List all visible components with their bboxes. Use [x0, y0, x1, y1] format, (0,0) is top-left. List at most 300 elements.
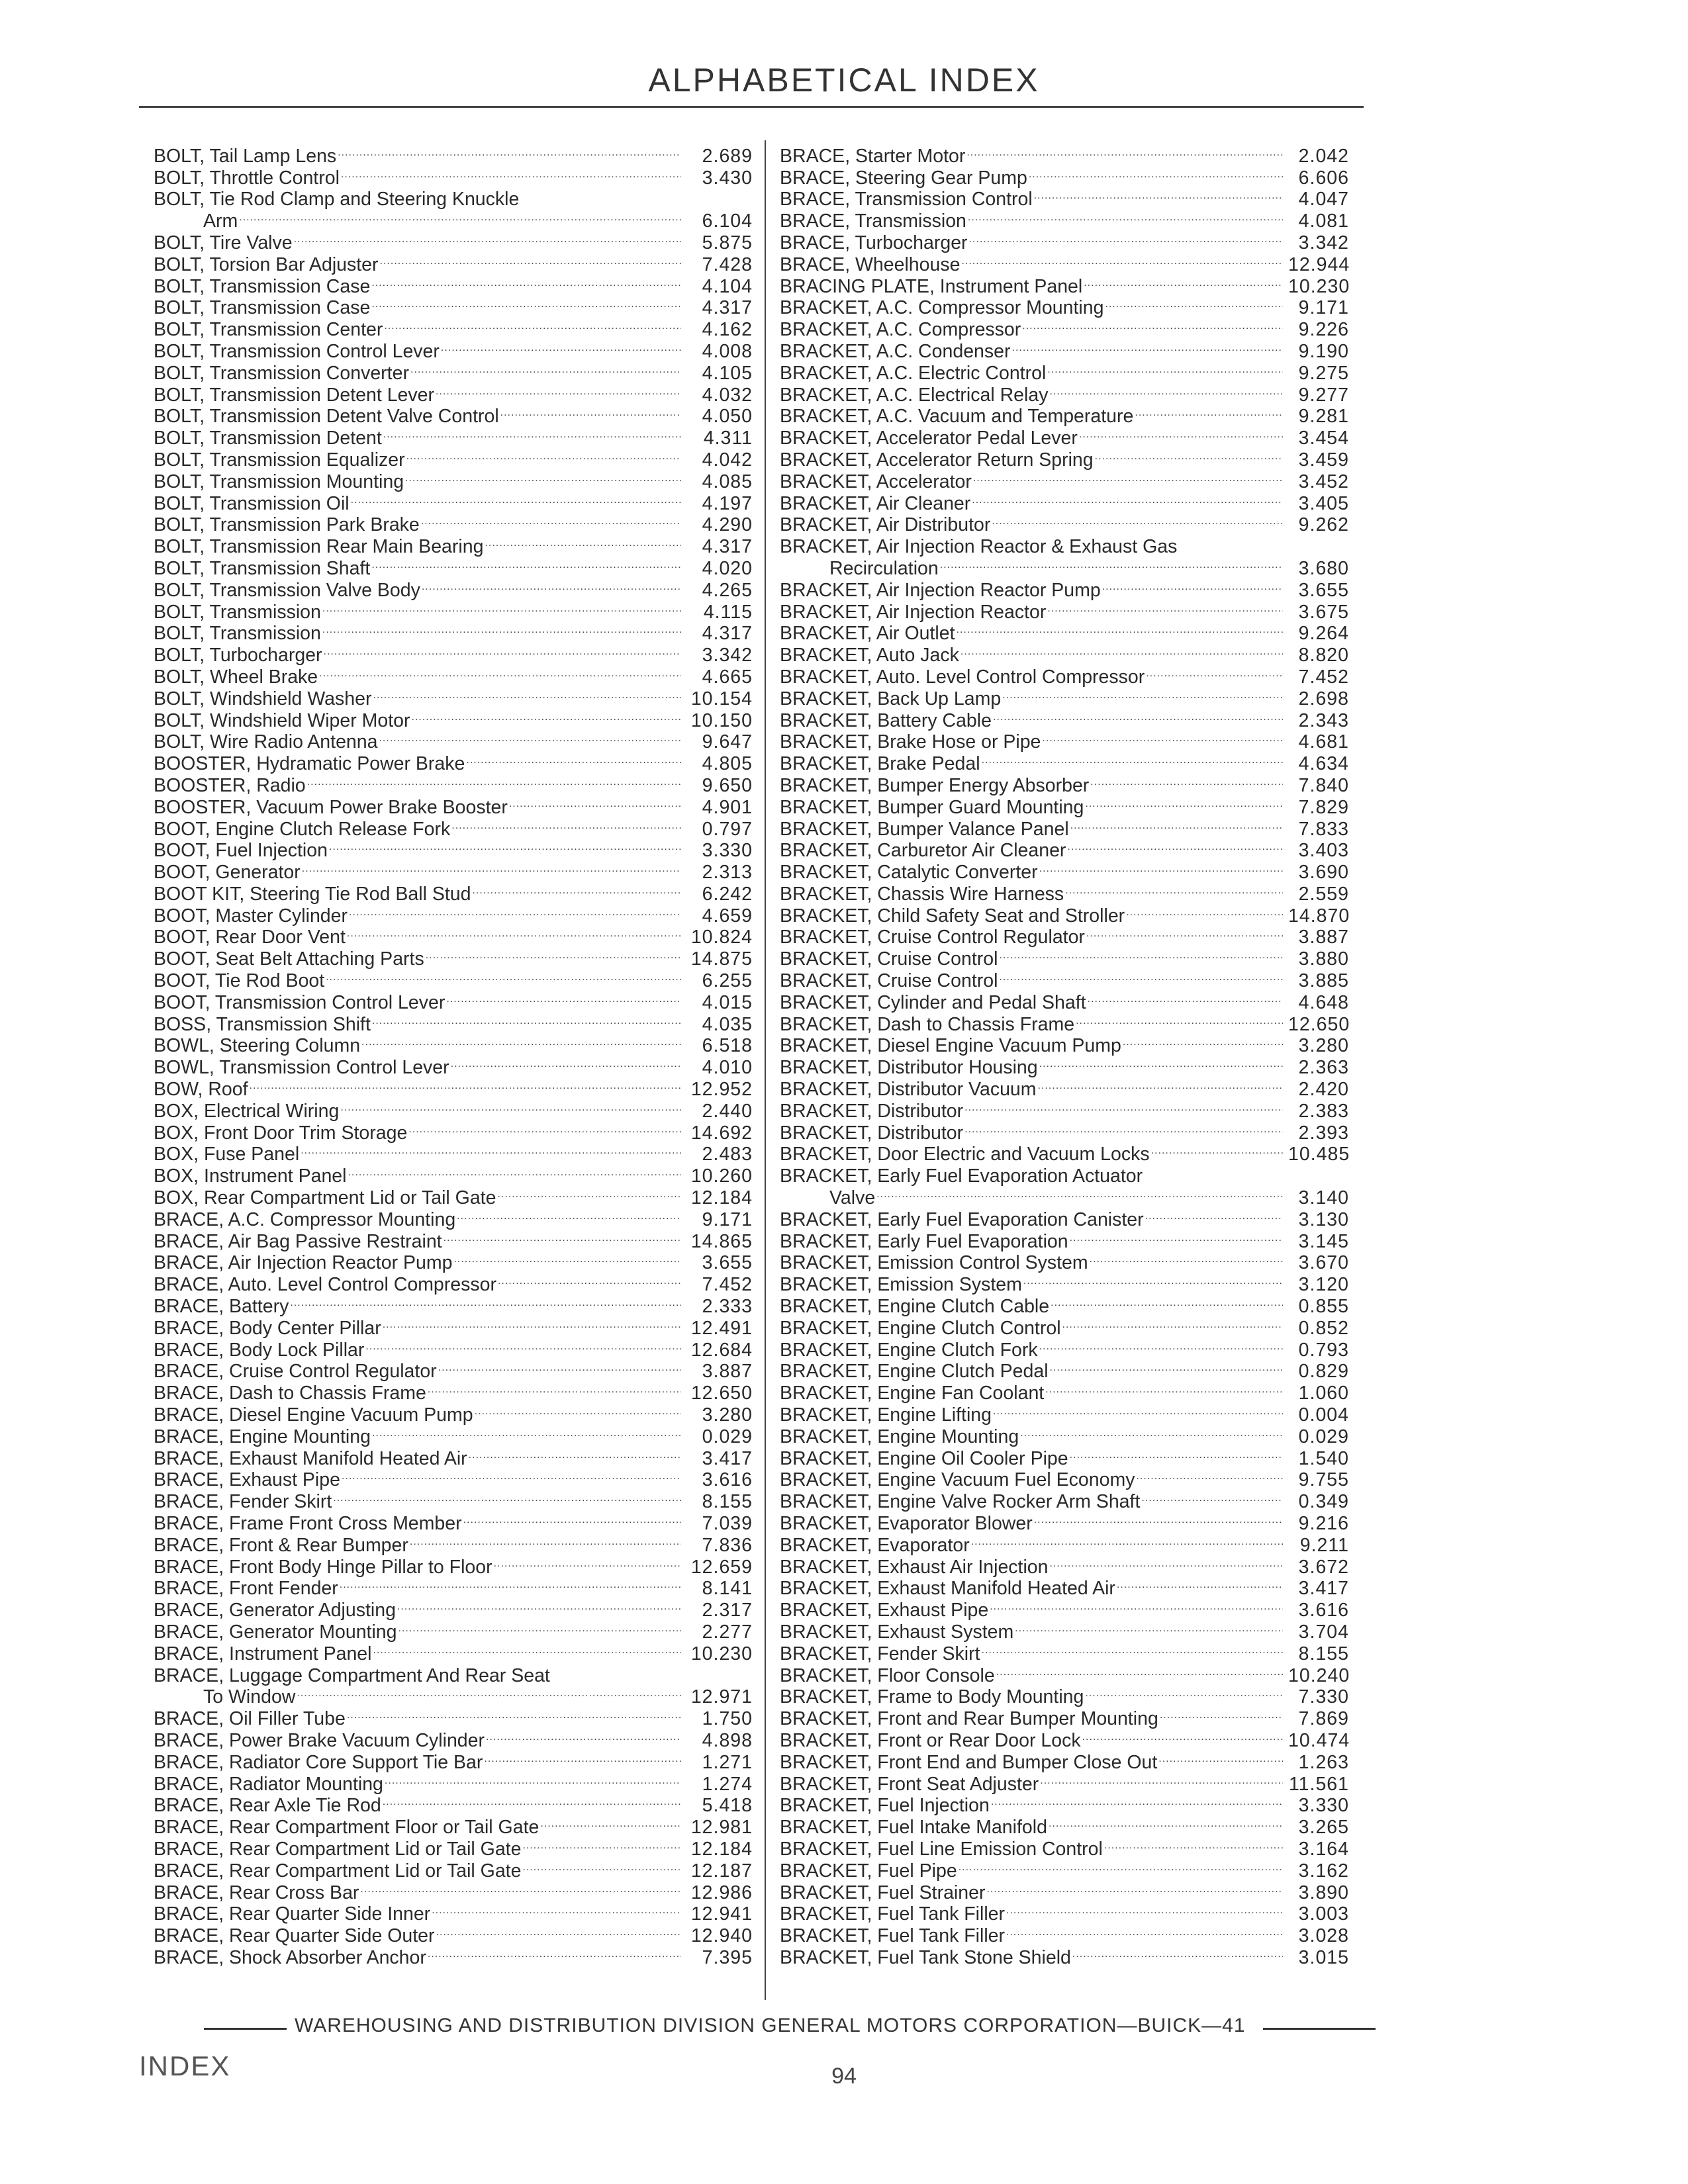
dot-leader: [1049, 1811, 1283, 1833]
index-entry-text: BRACKET, Engine Valve Rocker Arm Shaft: [780, 1491, 1141, 1513]
index-entry-text: BRACKET, Exhaust Manifold Heated Air: [780, 1578, 1115, 1600]
index-entry-text: BRACE, Fender Skirt: [154, 1491, 332, 1513]
index-entry-page: 14.870: [1288, 905, 1350, 927]
dot-leader: [324, 639, 681, 661]
index-entry-text: BOLT, Transmission Mounting: [154, 471, 404, 492]
index-entry-text: BRACKET, Exhaust Air Injection: [780, 1556, 1049, 1578]
dot-leader: [1088, 987, 1283, 1009]
index-entry-page: 12.684: [690, 1339, 753, 1361]
index-entry-page: 7.330: [1298, 1686, 1349, 1708]
index-entry-text: BOOSTER, Radio: [154, 774, 306, 796]
index-entry-page: 2.363: [1298, 1057, 1349, 1079]
index-entry-text: BRACKET, Emission Control System: [780, 1252, 1088, 1274]
dot-leader: [405, 466, 681, 488]
index-entry-text: BOLT, Transmission Detent: [154, 428, 382, 449]
dot-leader: [1145, 1204, 1283, 1226]
dot-leader: [250, 1073, 681, 1095]
dot-leader: [1136, 1465, 1283, 1486]
index-entry-text: BRACKET, Air Injection Reactor & Exhaust Gas: [780, 536, 1178, 558]
dot-leader: [371, 553, 681, 574]
dot-leader: [1062, 1312, 1283, 1334]
dot-leader: [436, 379, 681, 401]
index-entry-text: BRACKET, Engine Clutch Fork: [780, 1339, 1038, 1361]
index-entry-page: 3.690: [1298, 862, 1349, 884]
index-entry-text: BRACKET, Engine Clutch Control: [780, 1317, 1061, 1339]
index-entry-text: BOOSTER, Vacuum Power Brake Booster: [154, 796, 508, 818]
index-entry-page: 12.981: [690, 1817, 753, 1839]
dot-leader: [1051, 1291, 1283, 1312]
footer-section-label: INDEX: [139, 2050, 231, 2081]
index-entry-page: 3.430: [702, 167, 753, 189]
dot-leader: [412, 705, 681, 727]
index-entry-text: BRACE, Air Bag Passive Restraint: [154, 1230, 442, 1252]
index-entry-page: 14.875: [690, 948, 753, 970]
dot-leader: [996, 1660, 1283, 1682]
index-entry-page: 12.491: [690, 1317, 753, 1339]
dot-leader: [463, 1508, 681, 1529]
index-entry-text: BRACE, Rear Compartment Lid or Tail Gate: [154, 1838, 522, 1860]
dot-leader: [520, 184, 681, 206]
index-entry-page: 6.518: [702, 1035, 753, 1057]
index-entry-page: 6.242: [702, 883, 753, 905]
index-entry-page: 4.020: [702, 557, 753, 579]
index-entry-text: BRACKET, Early Fuel Evaporation Canister: [780, 1208, 1144, 1230]
index-entry-page: 3.616: [702, 1469, 753, 1491]
dot-leader: [973, 466, 1283, 488]
dot-leader: [964, 1095, 1283, 1117]
dot-leader: [1085, 1682, 1283, 1704]
index-entry-page: 10.154: [690, 688, 753, 709]
index-entry-page: 8.141: [702, 1578, 753, 1600]
index-entry-text: BRACKET, Frame to Body Mounting: [780, 1686, 1084, 1708]
index-entry-text: BOX, Front Door Trim Storage: [154, 1122, 408, 1144]
index-entry-page: 4.035: [702, 1013, 753, 1035]
dot-leader: [1067, 835, 1283, 857]
dot-leader: [982, 1638, 1283, 1660]
index-entry-page: 1.060: [1298, 1383, 1349, 1404]
index-entry-text: BRACKET, Cylinder and Pedal Shaft: [780, 991, 1086, 1013]
index-entry-text: BRACKET, Distributor Housing: [780, 1057, 1038, 1079]
index-entry-page: 7.869: [1298, 1708, 1349, 1730]
index-entry-text: BRACKET, Accelerator Return Spring: [780, 449, 1094, 471]
index-entry-text: BRACE, Auto. Level Control Compressor: [154, 1274, 496, 1296]
index-entry-page: 9.216: [1298, 1513, 1349, 1534]
index-entry-text: BRACE, Rear Compartment Lid or Tail Gate: [154, 1860, 522, 1882]
index-entry-text: BRACE, Power Brake Vacuum Cylinder: [154, 1729, 485, 1751]
index-entry-page: 3.140: [1298, 1187, 1349, 1209]
dot-leader: [971, 1529, 1283, 1551]
index-entry-text: BRACKET, Brake Pedal: [780, 753, 980, 775]
index-entry-page: 2.042: [1298, 145, 1349, 167]
index-entry-text: BRACKET, Exhaust System: [780, 1621, 1014, 1643]
index-entry-text: BRACE, Diesel Engine Vacuum Pump: [154, 1404, 473, 1426]
dot-leader: [340, 1573, 681, 1595]
index-entry-text: BRACKET, Cruise Control: [780, 948, 998, 970]
index-entry-page: 2.393: [1298, 1122, 1349, 1144]
index-entry-page: 7.840: [1298, 774, 1349, 796]
index-entry-page: 4.805: [702, 753, 753, 775]
index-entry-text: BRACKET, Chassis Wire Harness: [780, 883, 1064, 905]
index-entry-text: BOLT, Wheel Brake: [154, 666, 318, 688]
index-entry: [154, 227, 753, 253]
index-entry-page: 2.383: [1298, 1100, 1349, 1122]
dot-leader: [1038, 1073, 1283, 1095]
dot-leader: [372, 1421, 681, 1443]
index-entry-page: 3.417: [702, 1447, 753, 1469]
index-entry-text: BOLT, Transmission Converter: [154, 362, 409, 384]
index-entry-page: 10.240: [1288, 1664, 1350, 1686]
index-entry-text: BRACING PLATE, Instrument Panel: [780, 275, 1083, 297]
index-entry-page: 0.829: [1298, 1361, 1349, 1383]
dot-leader: [993, 1399, 1283, 1421]
dot-leader: [497, 1182, 681, 1204]
dot-leader: [406, 444, 681, 466]
dot-leader: [347, 922, 681, 944]
index-entry-text: BRACKET, Engine Vacuum Fuel Economy: [780, 1469, 1135, 1491]
index-entry-page: 4.115: [703, 601, 753, 623]
index-entry-text: BRACKET, Catalytic Converter: [780, 862, 1038, 884]
index-entry-text: BOOT, Transmission Control Lever: [154, 991, 445, 1013]
dot-leader: [1065, 878, 1283, 900]
index-entry-text: BRACKET, Auto Jack: [780, 645, 959, 666]
index-entry-page: 3.164: [1298, 1838, 1349, 1860]
index-entry-page: 9.171: [702, 1208, 753, 1230]
dot-leader: [360, 1877, 681, 1899]
index-entry-text: BRACE, Frame Front Cross Member: [154, 1513, 462, 1534]
index-entry-text: BRACKET, A.C. Electric Control: [780, 362, 1047, 384]
index-entry-page: 2.343: [1298, 709, 1349, 731]
index-entry-page: 4.047: [1298, 189, 1349, 210]
index-entry-text: BOLT, Tie Rod Clamp and Steering Knuckle: [154, 189, 520, 210]
index-entry-page: 3.265: [1298, 1817, 1349, 1839]
index-entry-text: BRACE, Starter Motor: [780, 145, 966, 167]
dot-leader: [365, 1334, 681, 1356]
dot-leader: [239, 205, 681, 227]
index-entry-text: BRACKET, Carburetor Air Cleaner: [780, 840, 1066, 862]
dot-leader: [986, 1877, 1283, 1899]
index-entry-page: 3.028: [1298, 1925, 1349, 1947]
index-entry-page: 3.887: [702, 1361, 753, 1383]
dot-leader: [498, 1269, 681, 1291]
dot-leader: [1050, 1551, 1283, 1573]
index-entry-text: BOWL, Transmission Control Lever: [154, 1057, 449, 1079]
index-entry-page: 10.150: [690, 709, 753, 731]
index-entry-text: BRACKET, Cruise Control: [780, 970, 998, 992]
index-entry-text: BRACKET, Diesel Engine Vacuum Pump: [780, 1035, 1121, 1057]
index-entry-page: 9.190: [1298, 340, 1349, 362]
index-entry-text: BRACKET, Distributor: [780, 1122, 964, 1144]
dot-leader: [1047, 357, 1283, 379]
index-entry-text: To Window: [203, 1686, 296, 1708]
column-divider: [765, 140, 766, 2000]
index-entry-page: 2.277: [702, 1621, 753, 1643]
index-entry-text: BOWL, Steering Column: [154, 1035, 361, 1057]
index-entry-page: 2.559: [1298, 883, 1349, 905]
index-entry-text: BRACKET, Fuel Line Emission Control: [780, 1838, 1103, 1860]
index-entry-text: BRACKET, Air Outlet: [780, 623, 955, 645]
index-entry-page: 2.440: [702, 1100, 753, 1122]
index-entry-text: BRACKET, A.C. Compressor Mounting: [780, 297, 1104, 319]
index-entry-page: 9.264: [1298, 623, 1349, 645]
dot-leader: [961, 639, 1283, 661]
index-entry-text: BRACKET, Dash to Chassis Frame: [780, 1013, 1075, 1035]
dot-leader: [322, 618, 681, 640]
dot-leader: [385, 1768, 681, 1790]
index-entry-page: 2.698: [1298, 688, 1349, 709]
index-entry-text: BRACE, Generator Mounting: [154, 1621, 397, 1643]
index-entry-page: 10.474: [1288, 1729, 1350, 1751]
index-entry-page: 9.647: [702, 731, 753, 753]
dot-leader: [438, 1356, 681, 1378]
dot-leader: [1126, 900, 1283, 922]
index-entry-page: 9.277: [1298, 384, 1349, 406]
index-entry-text: BOOT, Fuel Injection: [154, 840, 328, 862]
page-title: ALPHABETICAL INDEX: [648, 62, 1040, 99]
index-entry-page: 3.885: [1298, 970, 1349, 992]
index-entry-text: BOLT, Tire Valve: [154, 232, 293, 253]
index-entry-page: 3.015: [1298, 1946, 1349, 1968]
index-entry-page: 1.271: [702, 1751, 753, 1773]
dot-leader: [1070, 813, 1283, 835]
dot-leader: [522, 1855, 681, 1877]
dot-leader: [436, 1920, 682, 1942]
index-entry-text: BRACKET, A.C. Condenser: [780, 340, 1011, 362]
index-entry-text: BOLT, Windshield Wiper Motor: [154, 709, 410, 731]
index-entry-text: BOOT, Rear Door Vent: [154, 927, 346, 948]
index-entry-text: BRACKET, Cruise Control Regulator: [780, 927, 1085, 948]
index-entry-page: 2.483: [702, 1144, 753, 1165]
index-entry-page: 2.420: [1298, 1079, 1349, 1101]
index-entry-text: BRACKET, Auto. Level Control Compressor: [780, 666, 1145, 688]
index-entry-text: BRACKET, Fuel Pipe: [780, 1860, 957, 1882]
index-entry-text: BRACKET, Battery Cable: [780, 709, 992, 731]
index-entry-text: BRACE, Rear Axle Tie Rod: [154, 1795, 381, 1817]
dot-leader: [1158, 1747, 1283, 1768]
index-entry-text: BRACKET, Bumper Guard Mounting: [780, 796, 1084, 818]
dot-leader: [466, 748, 681, 770]
dot-leader: [876, 1182, 1283, 1204]
dot-leader: [410, 357, 681, 379]
index-entry-page: 10.485: [1288, 1144, 1350, 1165]
dot-leader: [297, 1682, 681, 1704]
index-entry-text: BRACE, Air Injection Reactor Pump: [154, 1252, 453, 1274]
dot-leader: [451, 813, 681, 835]
dot-leader: [1117, 1573, 1283, 1595]
index-entry-page: 8.155: [702, 1491, 753, 1513]
index-entry-page: 0.793: [1298, 1339, 1349, 1361]
index-entry-page: 2.689: [702, 145, 753, 167]
index-entry-page: 5.418: [702, 1795, 753, 1817]
index-entry-page: 3.330: [702, 840, 753, 862]
index-entry-page: 4.648: [1298, 991, 1349, 1013]
index-entry-text: BRACKET, Engine Oil Cooler Pipe: [780, 1447, 1068, 1469]
index-entry-page: 4.104: [702, 275, 753, 297]
dot-leader: [1105, 293, 1283, 314]
index-entry-page: 3.003: [1298, 1903, 1349, 1925]
dot-leader: [383, 1790, 681, 1812]
index-column-left: [154, 140, 753, 1968]
index-entry-text: BRACKET, Exhaust Pipe: [780, 1600, 989, 1621]
index-entry-text: BRACE, Oil Filler Tube: [154, 1708, 346, 1730]
index-entry-text: BRACE, Rear Quarter Side Inner: [154, 1903, 431, 1925]
title-rule: [139, 106, 1364, 108]
dot-leader: [1072, 1942, 1283, 1964]
dot-leader: [1104, 1833, 1283, 1855]
index-entry-page: 7.452: [1298, 666, 1349, 688]
index-entry-text: BRACKET, Accelerator Pedal Lever: [780, 428, 1078, 449]
index-entry-page: 4.317: [702, 297, 753, 319]
index-entry-page: 0.004: [1298, 1404, 1349, 1426]
index-entry-text: BRACE, Front Fender: [154, 1578, 338, 1600]
index-entry: [780, 140, 1349, 167]
index-entry-text: BOOT, Generator: [154, 862, 301, 884]
index-entry-page: 9.262: [1298, 514, 1349, 536]
index-entry-text: BOLT, Transmission Park Brake: [154, 514, 420, 536]
dot-leader: [397, 1594, 681, 1616]
dot-leader: [1022, 314, 1283, 336]
index-entry-page: 3.880: [1298, 948, 1349, 970]
dot-leader: [379, 727, 681, 749]
dot-leader: [453, 1248, 681, 1269]
index-entry-text: BRACE, Wheelhouse: [780, 253, 961, 275]
dot-leader: [371, 271, 681, 293]
index-entry-page: 12.184: [690, 1187, 753, 1209]
index-entry-page: 3.417: [1298, 1578, 1349, 1600]
index-entry-page: 4.317: [702, 623, 753, 645]
dot-leader: [1070, 1443, 1283, 1465]
index-entry-page: 0.029: [702, 1426, 753, 1447]
dot-leader: [968, 205, 1283, 227]
dot-leader: [333, 1486, 681, 1508]
index-entry: [154, 140, 753, 167]
index-entry-text: BOOT, Master Cylinder: [154, 905, 348, 927]
index-entry-page: 4.081: [1298, 210, 1349, 232]
index-entry-text: Recirculation: [829, 557, 939, 579]
index-entry-text: BOW, Roof: [154, 1079, 248, 1101]
dot-leader: [1047, 596, 1283, 618]
index-entry-text: Arm: [203, 210, 238, 232]
index-entry-page: 7.829: [1298, 796, 1349, 818]
index-entry-text: BRACKET, Fuel Strainer: [780, 1882, 986, 1903]
index-entry-text: BOX, Instrument Panel: [154, 1165, 347, 1187]
index-entry-page: 12.940: [690, 1925, 753, 1947]
index-entry-text: BRACKET, Early Fuel Evaporation: [780, 1230, 1068, 1252]
dot-leader: [349, 900, 681, 922]
dot-leader: [1029, 162, 1283, 184]
dot-leader: [1160, 1703, 1283, 1725]
dot-leader: [451, 1052, 681, 1073]
index-entry-text: BRACKET, Floor Console: [780, 1664, 995, 1686]
index-entry-text: BRACKET, Fuel Injection: [780, 1795, 990, 1817]
index-entry-text: BOLT, Transmission Rear Main Bearing: [154, 536, 484, 558]
index-entry-page: 3.459: [1298, 449, 1349, 471]
dot-leader: [410, 1529, 681, 1551]
index-entry-text: BOSS, Transmission Shift: [154, 1013, 371, 1035]
index-entry-text: BOLT, Windshield Washer: [154, 688, 372, 709]
index-entry-page: 0.855: [1298, 1296, 1349, 1318]
index-entry-text: BOX, Fuse Panel: [154, 1144, 300, 1165]
index-entry-text: BOOSTER, Hydramatic Power Brake: [154, 753, 465, 775]
index-entry-page: 14.865: [690, 1230, 753, 1252]
dot-leader: [1144, 1160, 1283, 1182]
dot-leader: [1095, 444, 1283, 466]
dot-leader: [990, 1594, 1283, 1616]
dot-leader: [964, 1117, 1283, 1139]
index-entry-page: 4.015: [702, 991, 753, 1013]
dot-leader: [484, 1747, 681, 1768]
index-entry-page: 8.820: [1298, 645, 1349, 666]
dot-leader: [1151, 1139, 1283, 1161]
dot-leader: [991, 1790, 1283, 1812]
index-entry-page: 0.852: [1298, 1317, 1349, 1339]
dot-leader: [432, 1899, 681, 1921]
index-entry-text: BRACE, Engine Mounting: [154, 1426, 371, 1447]
dot-leader: [384, 314, 681, 336]
index-entry-page: 8.155: [1298, 1643, 1349, 1664]
index-entry-text: BRACE, Front Body Hinge Pillar to Floor: [154, 1556, 492, 1578]
index-entry-text: BOLT, Transmission Case: [154, 297, 371, 319]
dot-leader: [961, 249, 1283, 271]
index-entry-text: BRACE, Exhaust Pipe: [154, 1469, 340, 1491]
index-entry-page: 3.145: [1298, 1230, 1349, 1252]
dot-leader: [301, 1139, 681, 1161]
index-entry-page: 6.104: [702, 210, 753, 232]
index-entry-text: BOLT, Transmission Valve Body: [154, 579, 420, 601]
dot-leader: [982, 748, 1283, 770]
index-entry-page: 12.187: [690, 1860, 753, 1882]
index-entry-text: BRACE, Body Lock Pillar: [154, 1339, 365, 1361]
index-entry-text: BRACKET, Distributor: [780, 1100, 964, 1122]
dot-leader: [969, 227, 1283, 249]
dot-leader: [494, 1551, 681, 1573]
index-entry-page: 7.428: [702, 253, 753, 275]
index-entry-page: 4.085: [702, 471, 753, 492]
dot-leader: [999, 965, 1283, 987]
index-entry-page: 1.263: [1298, 1751, 1349, 1773]
dot-leader: [373, 683, 681, 705]
footer-rule-right: [1263, 2028, 1376, 2030]
index-entry-page: 7.836: [702, 1534, 753, 1556]
index-entry-text: BRACE, Exhaust Manifold Heated Air: [154, 1447, 467, 1469]
index-entry-text: BOOT, Seat Belt Attaching Parts: [154, 948, 424, 970]
dot-leader: [422, 574, 681, 596]
dot-leader: [373, 1638, 681, 1660]
index-entry-text: BOLT, Transmission Case: [154, 275, 371, 297]
index-entry-text: BRACKET, Fuel Intake Manifold: [780, 1817, 1047, 1839]
index-entry-text: BRACE, Rear Quarter Side Outer: [154, 1925, 435, 1947]
index-entry-page: 3.680: [1298, 557, 1349, 579]
footer-publisher: WAREHOUSING AND DISTRIBUTION DIVISION GENERAL MOTORS CORPORATION—BUICK—41: [295, 2015, 1246, 2036]
index-entry-text: BOLT, Torsion Bar Adjuster: [154, 253, 379, 275]
index-entry-page: 3.672: [1298, 1556, 1349, 1578]
index-entry-page: 3.130: [1298, 1208, 1349, 1230]
dot-leader: [1085, 792, 1283, 813]
index-entry-page: 5.875: [702, 232, 753, 253]
index-entry-page: 14.692: [690, 1122, 753, 1144]
index-entry-text: BOLT, Throttle Control: [154, 167, 340, 189]
index-entry-page: 0.349: [1298, 1491, 1349, 1513]
dot-leader: [940, 553, 1283, 574]
dot-leader: [485, 531, 681, 553]
index-entry-page: 7.833: [1298, 818, 1349, 840]
dot-leader: [290, 1291, 681, 1312]
index-entry-text: BOLT, Transmission: [154, 601, 321, 623]
dot-leader: [294, 227, 681, 249]
dot-leader: [383, 422, 681, 444]
index-entry-page: 12.952: [690, 1079, 753, 1101]
index-entry-page: 1.540: [1298, 1447, 1349, 1469]
dot-leader: [1006, 1920, 1283, 1942]
